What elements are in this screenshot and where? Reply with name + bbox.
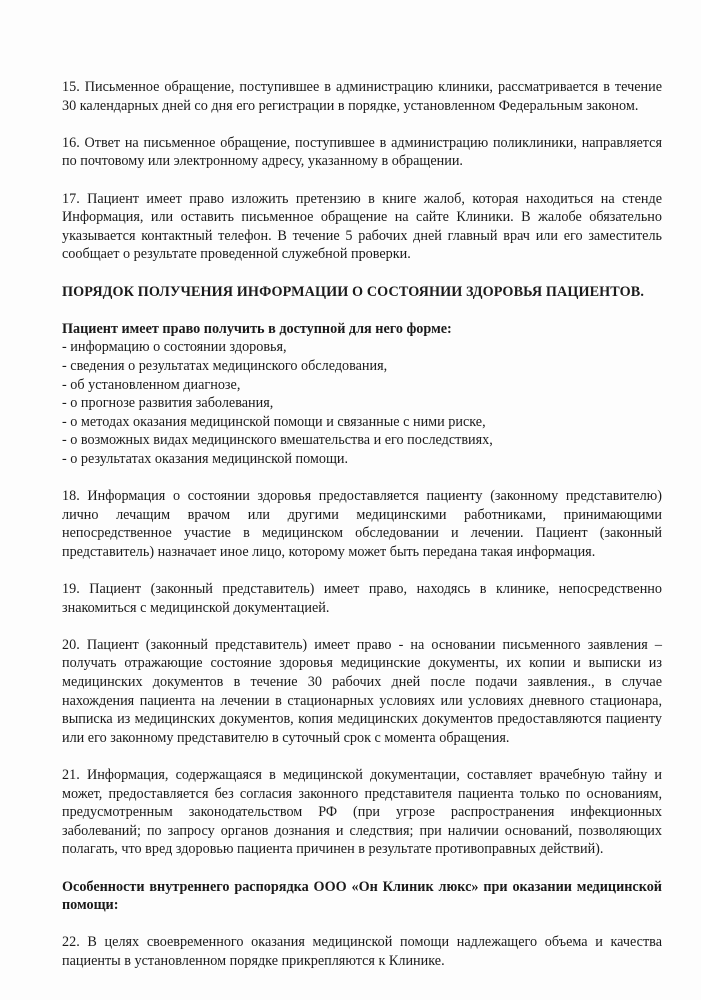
paragraph-17: 17. Пациент имеет право изложить претензию в книге жалоб, которая находиться на стенде Информация, или оставить письменное обращение на сайте Клиники. В жалобе обязательно указывается контактный телефон. В течение 5 рабочих дней главный врач или его заместитель сообщает о результате проведенной служебной проверки. [62,190,662,263]
rights-list-item: - об установленном диагнозе, [62,376,241,393]
rights-list-item: - информацию о состоянии здоровья, [62,339,287,356]
paragraph-15: 15. Письменное обращение, поступившее в администрацию клиники, рассматривается в течение 30 календарных дней со дня его регистрации в порядке, установленном Федеральным законом. [62,79,662,114]
rights-list-item: - о методах оказания медицинской помощи и связанные с ними риске, [62,413,486,430]
paragraph-19: 19. Пациент (законный представитель) имеет право, находясь в клинике, непосредственно знакомиться с медицинской документацией. [62,581,662,616]
paragraph-16: 16. Ответ на письменное обращение, поступившее в администрацию поликлиники, направляется по почтовому или электронному адресу, указанному в обращении. [62,134,662,170]
rights-list-item: - сведения о результатах медицинского обследования, [62,357,388,374]
paragraph-20: 20. Пациент (законный представитель) имеет право - на основании письменного заявления – получать отражающие состояние здоровья медицинские документы, их копии и выписки из медицинских документов в течение 30 рабочих дней после подачи заявления., в случае нахождения пациента на лечении в стационарных условиях или условиях дневного стационара, выписка из медицинских документов, копия медицинских документов предоставляются пациенту или его законному представителю в суточный срок с момента обращения. [62,636,662,746]
document-body [62,78,662,989]
paragraph-21: 21. Информация, содержащаяся в медицинской документации, составляет врачебную тайну и может, предоставляется без согласия законного представителя пациента только по основаниям, предусмотренным законодательством РФ (при угрозе распространения инфекционных заболеваний; по запросу органов дознания и следствия; при наличии оснований, позволяющих полагать, что вред здоровью пациента причинен в результате противоправных действий). [62,766,662,858]
rights-list-item: - о результатах оказания медицинской помощи. [62,450,349,467]
rights-list-item: - о прогнозе развития заболевания, [62,395,274,412]
section-title-internal-rules: Особенности внутреннего распорядка ООО «Он Клиник люкс» при оказании медицинской помощи: [62,878,662,914]
rights-title: Пациент имеет право получить в доступной для него форме: [62,320,452,337]
rights-list [62,338,662,468]
paragraph-18: 18. Информация о состоянии здоровья предоставляется пациенту (законному представителю) лично лечащим врачом или другими медицинскими работниками, принимающими непосредственное участие в медицинском обследовании и лечении. Пациент (законный представитель) назначает иное лицо, которому может быть передана такая информация. [62,488,662,560]
paragraph-22: 22. В целях своевременного оказания медицинской помощи надлежащего объема и качества пациенты в установленном порядке прикрепляются к Клинике. [62,934,662,969]
section-heading-health-info: ПОРЯДОК ПОЛУЧЕНИЯ ИНФОРМАЦИИ О СОСТОЯНИИ ЗДОРОВЬЯ ПАЦИЕНТОВ. [62,283,645,300]
rights-list-item: - о возможных видах медицинского вмешательства и его последствиях, [62,432,493,449]
